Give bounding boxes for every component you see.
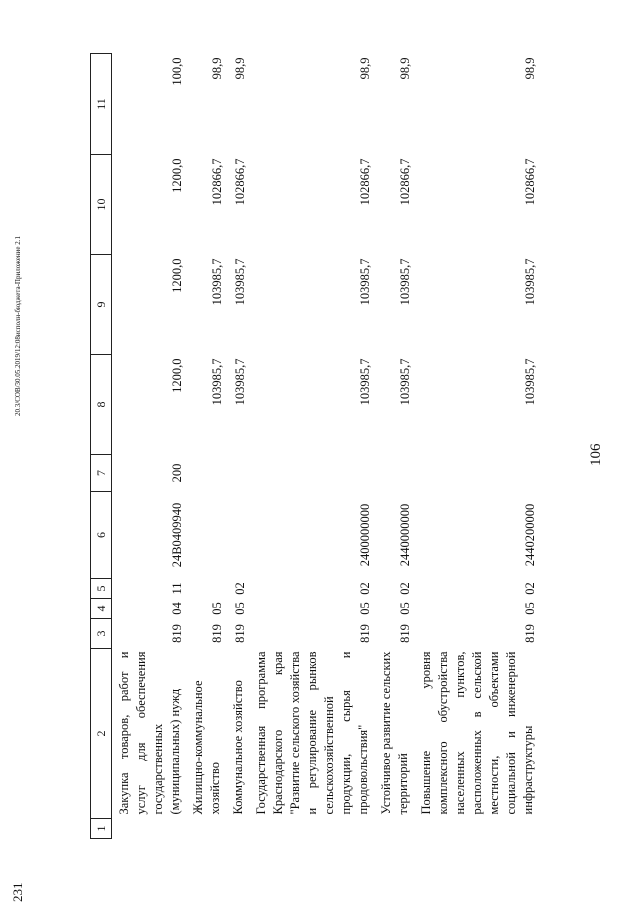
row-name: Государственная программа Краснодарского края "Развитие сельского хозяйства и регулирование рынков сельскохозяйственной продукции, сырья и продовольствия" — [254, 651, 370, 815]
cell-target-article: 24В0409940 — [170, 502, 184, 568]
cell-subsection: 11 — [170, 582, 184, 595]
cell-target-article: 2440000000 — [398, 503, 412, 567]
cell-target-article — [226, 492, 249, 579]
cell-expense-type: 200 — [170, 463, 184, 483]
cell-value: 103985,7 — [358, 258, 372, 306]
table-row — [414, 54, 539, 839]
cell-section: 05 — [358, 602, 372, 615]
row-name: Закупка товаров, работ и услуг для обеспечения государственных (муниципальных) нужд — [117, 651, 182, 815]
cell-code: 819 — [170, 624, 184, 643]
cell-subsection: 02 — [233, 582, 247, 595]
column-header: 5 — [91, 579, 112, 599]
table-row — [249, 54, 374, 839]
cell-expense-type — [186, 455, 226, 492]
cell-code: 819 — [210, 624, 224, 643]
cell-value: 102866,7 — [523, 158, 537, 206]
sheet-number: 231 — [10, 882, 25, 902]
cell-expense-type — [226, 455, 249, 492]
cell-value: 1200,0 — [170, 258, 184, 293]
cell-code: 819 — [358, 624, 372, 643]
cell-target-article: 2400000000 — [358, 503, 372, 567]
table-row — [374, 54, 414, 839]
cell-subsection: 02 — [398, 582, 412, 595]
cell-section: 05 — [523, 602, 537, 615]
cell-code: 819 — [523, 624, 537, 643]
row-name: Устойчивое развитие сельских территорий — [379, 651, 410, 815]
cell-code: 819 — [398, 624, 412, 643]
column-header: 2 — [91, 649, 112, 819]
row-name: Повышение уровня комплексного обустройства населенных пунктов, расположенных в сельской местности, объектами социальной и инженерной инфраструктуры — [419, 651, 535, 815]
cell-section: 05 — [233, 602, 247, 615]
cell-value: 103985,7 — [210, 358, 224, 406]
cell-percent: 98,9 — [358, 57, 372, 80]
cell-subsection: 02 — [358, 582, 372, 595]
cell-expense-type — [249, 455, 374, 492]
cell-value: 103985,7 — [398, 258, 412, 306]
footer-file-path: 20.3/СОВ/30.05.2019/12:08исполн-бюджета-Приложение 2.1 — [14, 235, 22, 416]
cell-section: 05 — [210, 602, 224, 615]
cell-percent: 98,9 — [398, 57, 412, 80]
cell-value: 102866,7 — [398, 158, 412, 206]
table-row — [186, 54, 226, 839]
cell-value: 103985,7 — [398, 358, 412, 406]
cell-value: 102866,7 — [210, 158, 224, 206]
column-header: 9 — [91, 255, 112, 355]
cell-expense-type — [414, 455, 539, 492]
column-header: 10 — [91, 155, 112, 255]
cell-section: 05 — [398, 602, 412, 615]
column-header: 8 — [91, 355, 112, 455]
cell-value: 103985,7 — [233, 358, 247, 406]
cell-value: 102866,7 — [233, 158, 247, 206]
cell-subsection: 02 — [523, 582, 537, 595]
cell-percent: 98,9 — [523, 57, 537, 80]
budget-table — [90, 53, 539, 839]
cell-value: 103985,7 — [233, 258, 247, 306]
cell-value: 102866,7 — [358, 158, 372, 206]
column-header: 6 — [91, 492, 112, 579]
cell-code: 819 — [233, 624, 247, 643]
cell-value: 103985,7 — [210, 258, 224, 306]
column-header: 1 — [91, 819, 112, 839]
column-header: 11 — [91, 54, 112, 155]
cell-percent: 100,0 — [170, 57, 184, 86]
row-name: Коммунальное хозяйство — [231, 680, 245, 815]
cell-percent: 98,9 — [210, 57, 224, 80]
table-header-row — [91, 54, 112, 839]
cell-target-article — [186, 492, 226, 579]
table-row — [226, 54, 249, 839]
cell-value: 103985,7 — [523, 258, 537, 306]
cell-expense-type — [374, 455, 414, 492]
cell-value: 103985,7 — [358, 358, 372, 406]
cell-value: 1200,0 — [170, 158, 184, 193]
cell-value: 1200,0 — [170, 358, 184, 393]
column-header: 7 — [91, 455, 112, 492]
cell-percent: 98,9 — [233, 57, 247, 80]
cell-section: 04 — [170, 602, 184, 615]
table-row — [112, 54, 187, 839]
page-number: 106 — [588, 443, 604, 466]
column-header: 3 — [91, 619, 112, 649]
cell-value: 103985,7 — [523, 358, 537, 406]
cell-target-article: 2440200000 — [523, 503, 537, 567]
column-header: 4 — [91, 599, 112, 619]
cell-subsection — [186, 579, 226, 599]
row-name: Жилищно-коммунальное хозяйство — [191, 680, 222, 815]
